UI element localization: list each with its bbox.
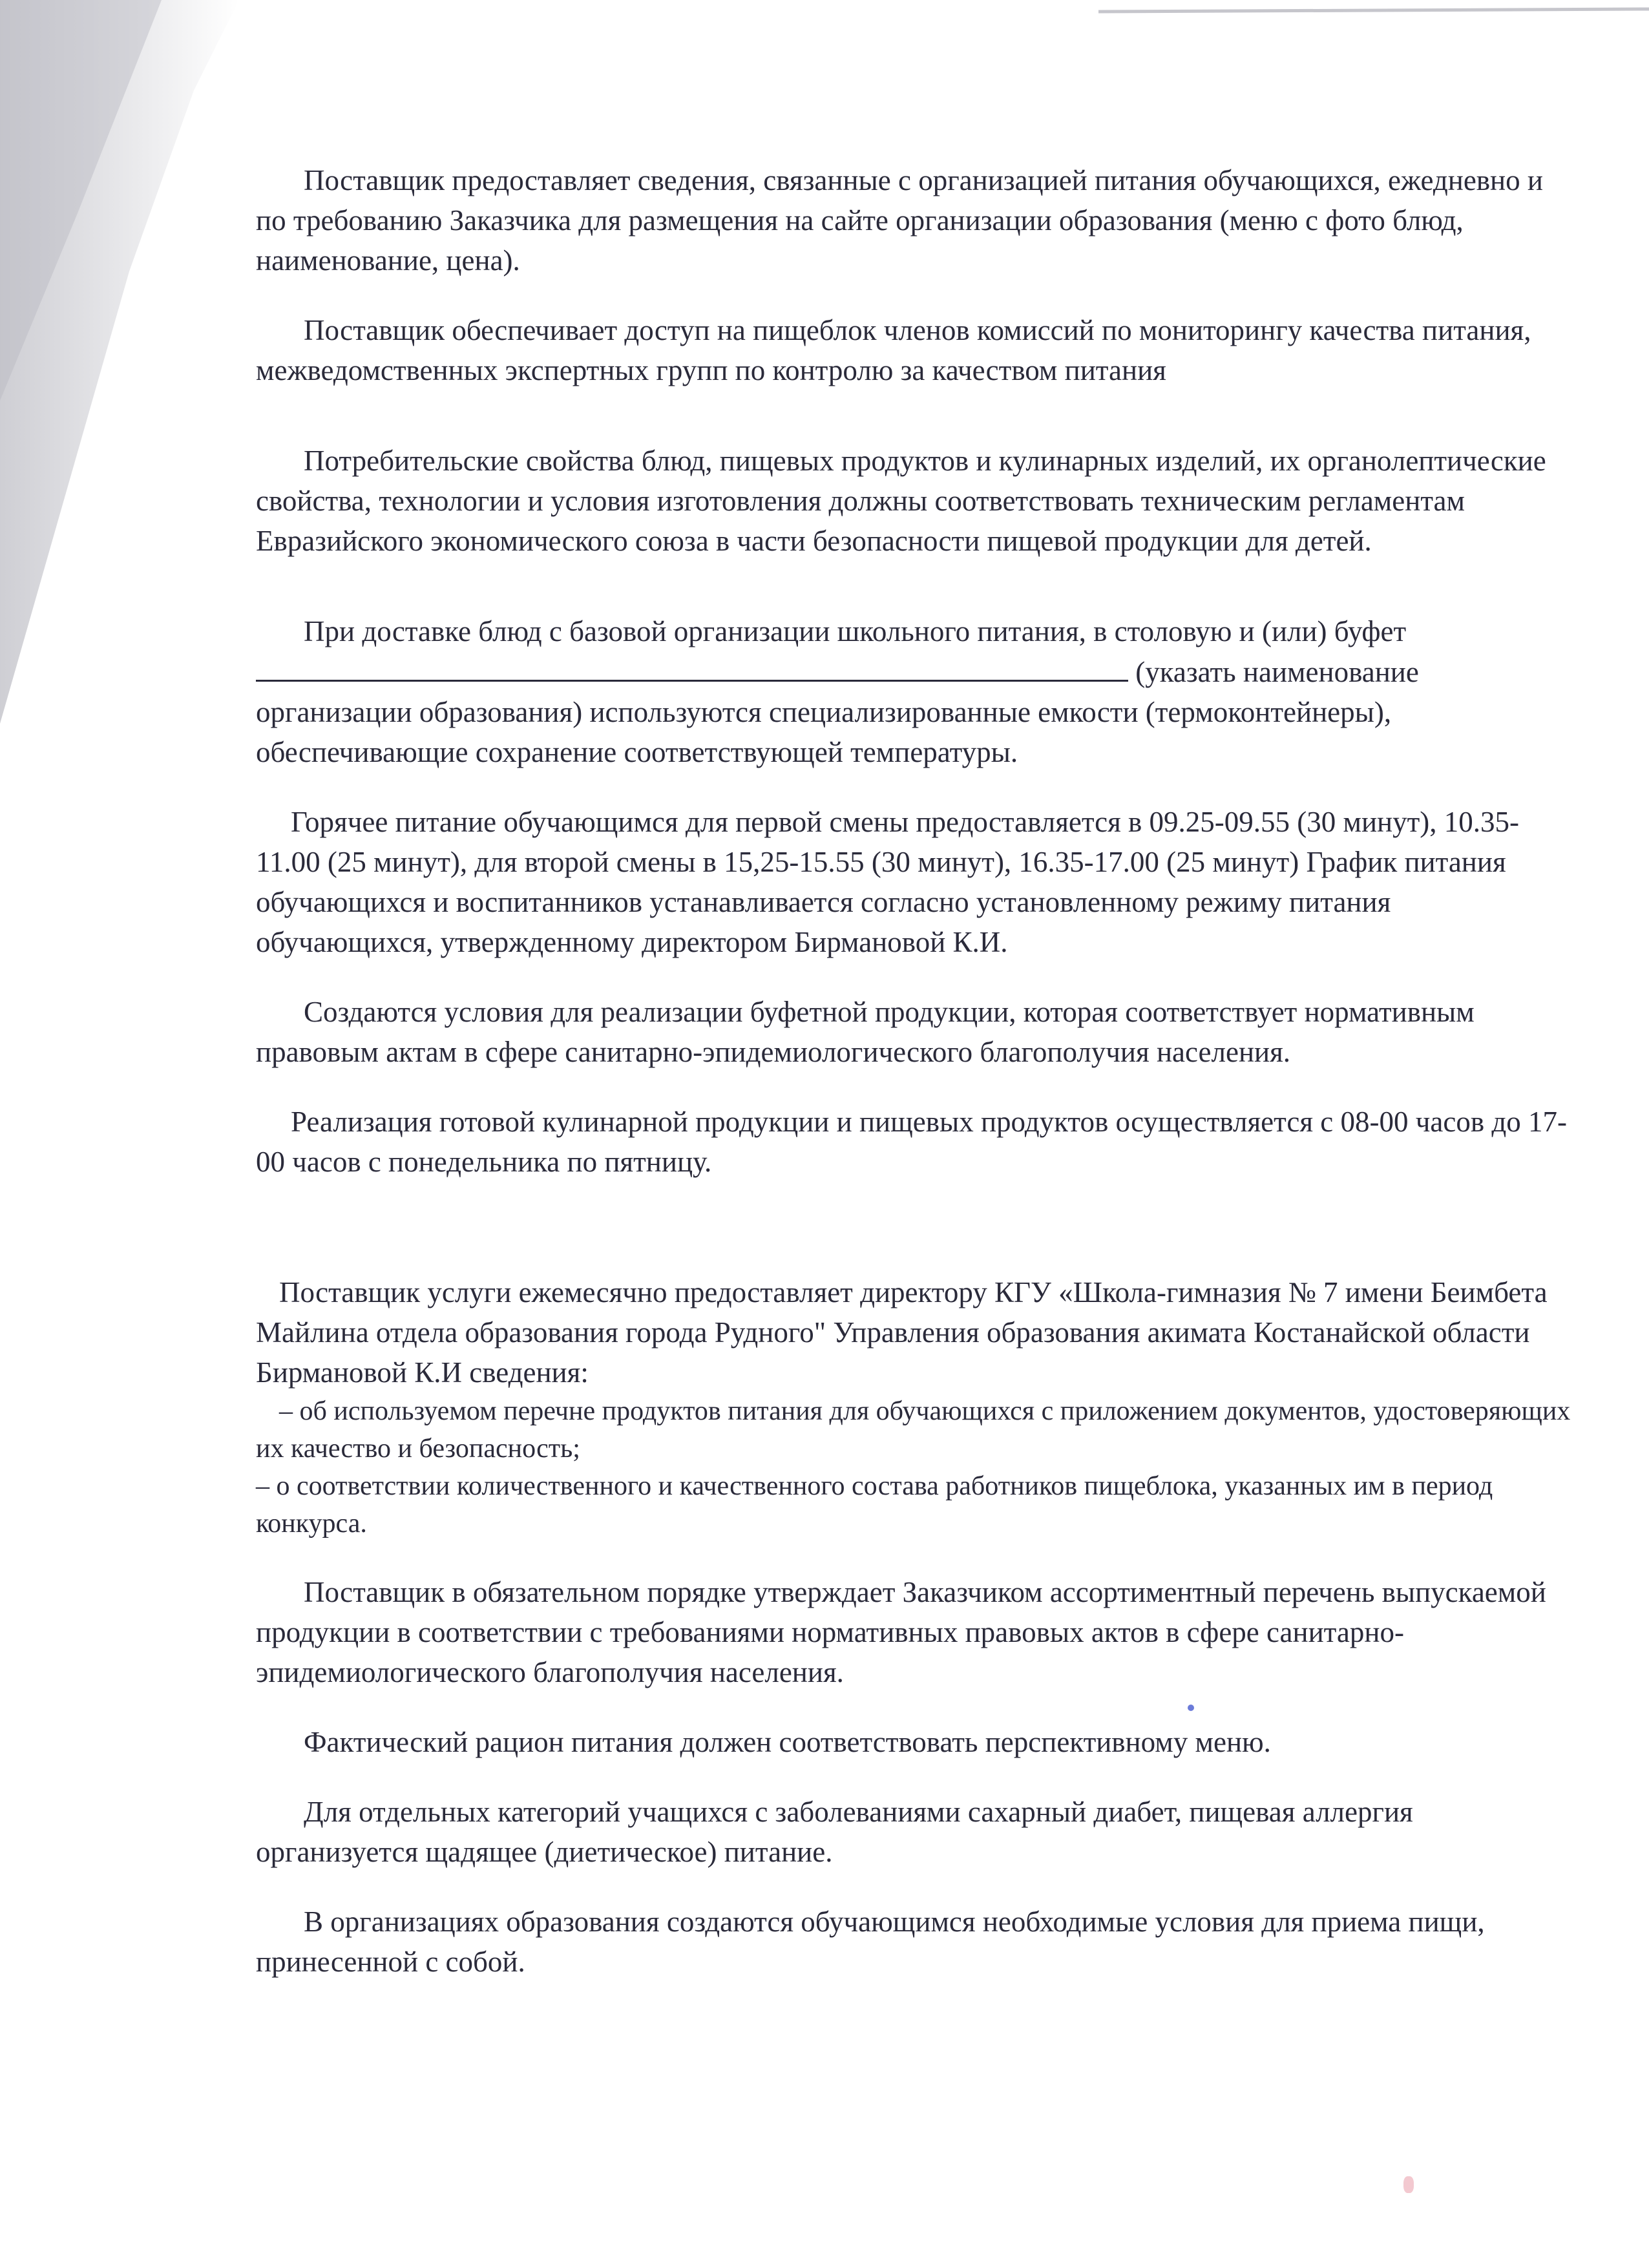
paragraph-info-provision: Поставщик предоставляет сведения, связанные с организацией питания обучающихся, ежедневно и по требованию Заказчика для размещения на сайте организации образования (меню с фото блюд, наименование, цена).	[256, 164, 1543, 277]
list-item-staff: – о соответствии количественного и качественного состава работников пищеблока, указанных им в период конкурса.	[256, 1471, 1493, 1538]
paragraph-diet-meals: Для отдельных категорий учащихся с заболеваниями сахарный диабет, пищевая аллергия организуется щадящее (диетическое) питание.	[256, 1796, 1413, 1868]
paragraph-buffet-conditions: Создаются условия для реализации буфетной продукции, которая соответствует нормативным правовым актам в сфере санитарно-эпидемиологического благополучия населения.	[256, 996, 1475, 1068]
paragraph-monthly-report: Поставщик услуги ежемесячно предоставляет директору КГУ «Школа-гимназия № 7 имени Беимбета Майлина отдела образования города Рудного" Управления образования акимата Костанайской области Бирмановой К.И сведения:	[256, 1276, 1548, 1389]
list-item-products: – об используемом перечне продуктов питания для обучающихся с приложением документов, удостоверяющих их качество и безопасность;	[256, 1396, 1571, 1464]
paragraph-own-food: В организациях образования создаются обучающимся необходимые условия для приема пищи, принесенной с собой.	[256, 1906, 1485, 1978]
paragraph-hot-meals-schedule: Горячее питание обучающимся для первой смены предоставляется в 09.25-09.55 (30 минут), 10.35-11.00 (25 минут), для второй смены в 15,25-15.55 (30 минут), 16.35-17.00 (25 минут) График питания обучающихся и воспитанников устанавливается согласно установленному режиму питания обучающихся, утвержденному директором Бирмановой К.И.	[256, 806, 1520, 958]
paragraph-delivery-intro: При доставке блюд с базовой организации школьного питания, в столовую и (или) буфет	[304, 615, 1407, 647]
paragraph-sales-hours: Реализация готовой кулинарной продукции и пищевых продуктов осуществляется с 08-00 часов до 17-00 часов с понедельника по пятницу.	[256, 1106, 1567, 1178]
paragraph-assortment-approval: Поставщик в обязательном порядке утверждает Заказчиком ассортиментный перечень выпускаемой продукции в соответствии с требованиями нормативных правовых актов в сфере санитарно-эпидемиологического благополучия населения.	[256, 1576, 1546, 1688]
pink-stain	[1403, 2176, 1414, 2193]
paragraph-actual-ration: Фактический рацион питания должен соответствовать перспективному меню.	[304, 1726, 1271, 1758]
paragraph-delivery-rest	[256, 651, 1574, 772]
paragraph-commission-access: Поставщик обеспечивает доступ на пищеблок членов комиссий по мониторингу качества питания, межведомственных экспертных групп по контролю за качеством питания	[256, 314, 1531, 386]
document-page	[256, 160, 1574, 1982]
paragraph-delivery-text: (указать наименование организации образования) используются специализированные емкости (термоконтейнеры), обеспечивающие сохранение соответствующей температуры.	[256, 656, 1419, 768]
blank-line	[256, 651, 1128, 682]
ink-dot	[1188, 1705, 1194, 1711]
delivery-block	[256, 611, 1574, 772]
paragraph-consumer-properties: Потребительские свойства блюд, пищевых продуктов и кулинарных изделий, их органолептические свойства, технологии и условия изготовления должны соответствовать техническим регламентам Евразийского экономического союза в части безопасности пищевой продукции для детей.	[256, 445, 1546, 557]
